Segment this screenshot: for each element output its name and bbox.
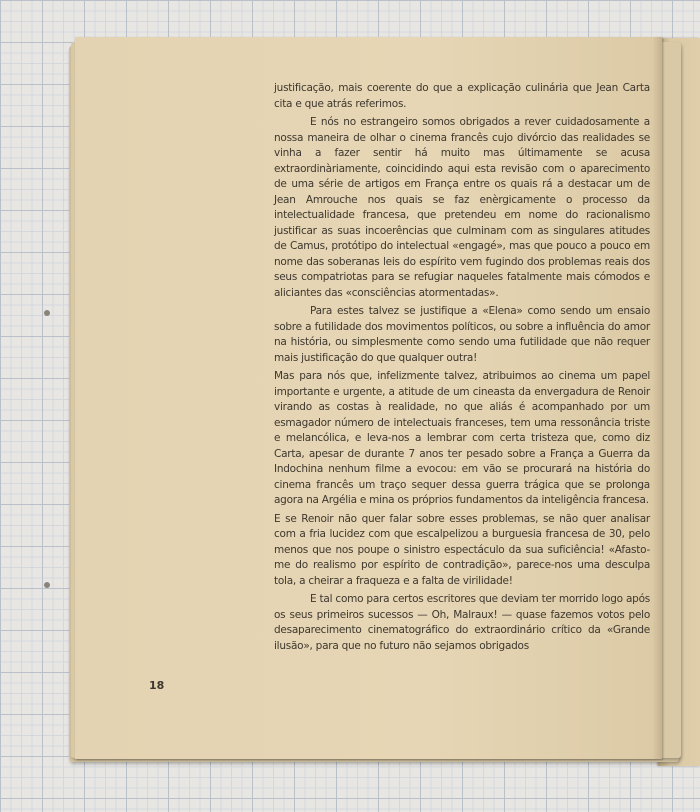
binding-hole: [44, 310, 50, 316]
paragraph: Para estes talvez se justifique a «Elena» como sendo um ensaio sobre a futilidade dos movimentos políticos, ou sobre a influência do amor na história, ou simplesmente como sendo uma futilidade que não requer mais justificação do que qualquer outra!: [274, 305, 650, 364]
article-text: [274, 81, 650, 657]
page-number: 18: [149, 679, 165, 692]
paragraph: E nós no estrangeiro somos obrigados a rever cuidadosamente a nossa maneira de olhar o cinema francês cujo divórcio das realidades se vinha a fazer sentir há muito mas últimamente se acusa extraordinàriamente, coincidindo aqui esta revisão com o aparecimento de uma série de artigos em França entre os quais rá a destacar um de Jean Amrouche nos quais se faz enèrgicamente o processo da intelectualidade francesa, que pretendeu em nome do racionalismo justificar as suas incoerências que culminam com as singulares atitudes de Camus, protótipo do intelectual «engagé», mas que pouco a pouco em nome das soberanas leis do espírito vem fugindo dos problemas reais dos seus compatriotas para se refugiar naqueles fatalmente mais cómodos e aliciantes das «consciências atormentadas».: [274, 116, 650, 299]
page-gutter-shadow: [652, 37, 662, 759]
binding-hole: [44, 582, 50, 588]
paragraph: E tal como para certos escritores que deviam ter morrido logo após os seus primeiros sucessos — Oh, Malraux! — quase fazemos votos pelo desaparecimento cinematográfico do extraordinário crítico da «Grande ilusão», para que no futuro não sejamos obrigados: [274, 593, 650, 652]
paragraph: Mas para nós que, infelizmente talvez, atribuimos ao cinema um papel importante e urgente, a atitude de um cineasta da envergadura de Renoir virando as costas à realidade, no que aliás é acompanhado por um esmagador número de intelectuais franceses, tem uma ressonância triste e melancólica, e leva-nos a lembrar com certa tristeza que, como diz Carta, apesar de durante 7 anos ter pesado sobre a França a Guerra da Indochina nenhum filme a evocou: em vão se procurará na história do cinema francês um traço sequer dessa guerra trágica que se prolonga agora na Argélia e mina os próprios fundamentos da inteligência francesa.: [274, 370, 650, 506]
paragraph: E se Renoir não quer falar sobre esses problemas, se não quer analisar com a fria lucidez com que escalpelizou a burguesia francesa de 30, pelo menos que nos poupe o sinistro espectáculo da sua suficiência! «Afasto-me do realismo por espírito de contradição», parece-nos uma desculpa tola, a cheirar a fraqueza e a falta de virilidade!: [274, 512, 650, 587]
book-page: [75, 37, 662, 759]
paragraph: justificação, mais coerente do que a explicação culinária que Jean Carta cita e que atrás referimos.: [274, 82, 650, 110]
